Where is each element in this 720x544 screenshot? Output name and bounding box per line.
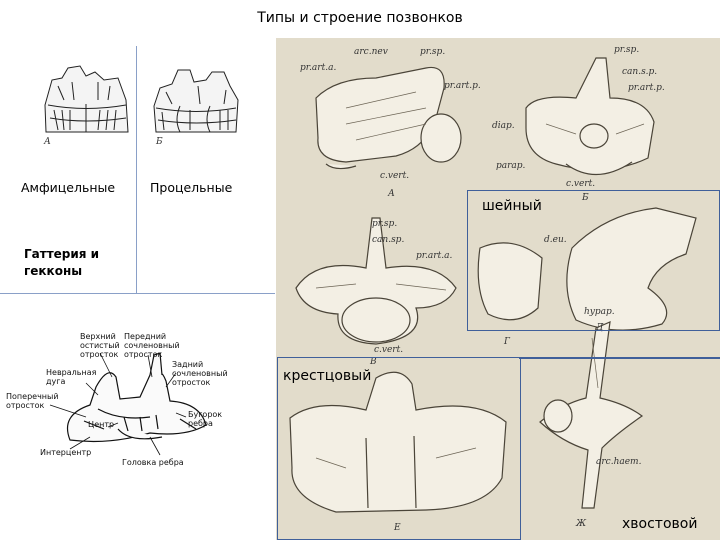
rib-head-label: Головка ребра [122,458,184,467]
label-diap: diap. [492,121,515,131]
sacral-box [277,357,521,540]
upper-spinous-label-2: остистый [80,341,120,350]
label-c-vert-a: c.vert. [380,171,410,181]
label-arc-nev: arc.nev [354,47,388,57]
upper-spinous-label-3: отросток [80,350,119,359]
sacral-label: крестцовый [283,368,372,384]
neural-arch-label-1: Невральная [46,368,97,377]
amphicoelous-vertebra-sketch [40,60,135,150]
posterior-articular-label-1: Задний [172,360,204,369]
fig-letter-d: Д [596,323,604,333]
column-divider [136,46,137,294]
label-arc-haem: arc.haem. [596,457,642,467]
page-title: Типы и строение позвонков [257,10,463,26]
label-c-vert-v: c.vert. [374,345,404,355]
posterior-articular-label-3: отросток [172,378,211,387]
transverse-label-2: отросток [6,401,45,410]
note [24,246,99,280]
label-c-vert-b: c.vert. [566,179,596,189]
posterior-articular-label-2: сочленовный [172,369,228,378]
amphicoelous-label: Амфицельные [21,180,116,195]
fig-label-a: А [44,137,51,147]
label-pr-art-a-v: pr.art.a. [416,251,453,261]
upper-spinous-label-1: Верхний [80,332,116,341]
note-line-1: Гаттерия и [24,247,100,261]
fig-letter-a: А [388,189,395,199]
label-can-sp-v: can.sp. [372,235,405,245]
fig-letter-v: В [370,357,377,367]
fig-letter-zh: Ж [576,519,587,529]
vertebra-structure-diagram [0,325,260,475]
label-hypap: hypap. [584,307,615,317]
label-parap: parap. [496,161,526,171]
tubercle-label-1: Бугорок [188,410,223,419]
centrum-label: Центр [88,420,115,429]
label-d-eu: d.eu. [544,235,567,245]
caudal-box-top [519,357,720,359]
procoelous-label: Процельные [150,180,233,195]
row-divider [0,293,275,294]
caudal-label: хвостовой [622,516,698,532]
label-pr-art-p: pr.art.p. [444,81,481,91]
label-pr-art-p-b: pr.art.p. [628,83,665,93]
label-pr-art-a: pr.art.a. [300,63,337,73]
fig-label-b: Б [156,137,163,147]
label-pr-sp-b: pr.sp. [614,45,640,55]
intercentrum-label: Интерцентр [40,448,92,457]
cervical-label: шейный [482,198,542,214]
label-pr-sp-v: pr.sp. [372,219,398,229]
anterior-articular-label-3: отросток [124,350,163,359]
neural-arch-label-2: дуга [46,377,66,386]
fig-letter-g: Г [504,337,510,347]
label-can-sp-b: can.s.p. [622,67,658,77]
fig-letter-b: Б [582,193,589,203]
anterior-articular-label-1: Передний [124,332,167,341]
procoelous-vertebra-sketch [150,60,245,150]
note-line-2: гекконы [24,264,83,278]
fig-letter-e: Е [394,523,401,533]
label-pr-sp-a: pr.sp. [420,47,446,57]
tubercle-label-2: ребра [188,419,213,428]
anterior-articular-label-2: сочленовный [124,341,180,350]
transverse-label-1: Поперечный [6,392,59,401]
